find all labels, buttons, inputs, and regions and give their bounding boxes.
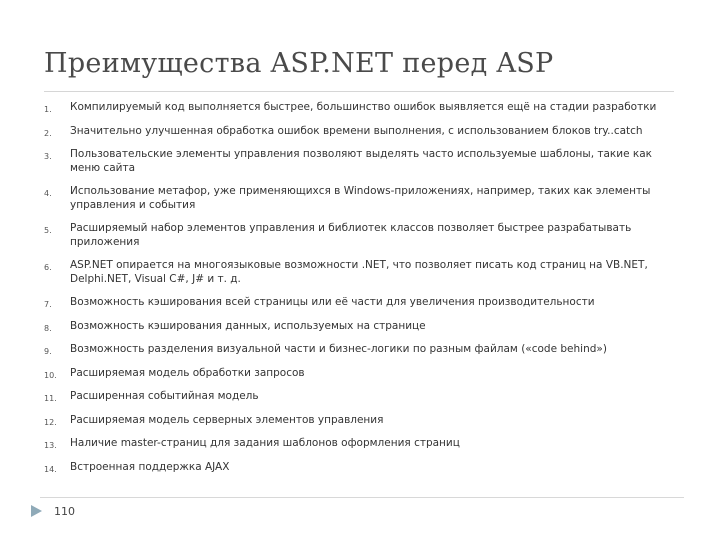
arrow-right-icon [31,505,42,517]
list-item [44,148,674,175]
list-item [44,320,674,336]
item-number: 11. [44,394,57,403]
slide-title: Преимущества ASP.NET перед ASP [44,48,554,79]
item-number: 5. [44,226,52,235]
list-item [44,343,674,359]
item-text: ASP.NET опирается на многоязыковые возможности .NET, что позволяет писать код страниц на VB.NET, Delphi.NET, Visual C#, J# и т. д. [70,259,648,285]
list-item [44,101,674,117]
item-text: Возможность кэширования данных, используемых на странице [70,319,426,332]
item-number: 3. [44,152,52,161]
list-item [44,461,674,477]
footer-divider [40,497,684,498]
item-text: Расширяемая модель обработки запросов [70,366,305,379]
list-item [44,367,674,383]
title-divider [44,91,674,92]
list-item [44,414,674,430]
list-item [44,222,674,249]
list-item [44,185,674,212]
item-number: 7. [44,300,52,309]
advantages-list [44,97,674,476]
item-number: 8. [44,323,52,333]
list-item [44,259,674,286]
item-number: 10. [44,370,57,380]
item-text: Встроенная поддержка AJAX [70,460,230,473]
item-number: 13. [44,441,57,450]
item-number: 12. [44,417,57,427]
list-item [44,296,674,312]
item-text: Компилируемый код выполняется быстрее, большинство ошибок выявляется ещё на стадии разработки [70,101,657,113]
item-number: 1. [44,105,52,114]
item-number: 4. [44,189,52,198]
item-text: Возможность кэширования всей страницы или её части для увеличения производительности [70,296,595,308]
page-number: 110 [54,505,75,518]
item-number: 9. [44,347,52,356]
item-number: 14. [44,464,57,474]
item-text: Пользовательские элементы управления позволяют выделять часто используемые шаблоны, такие как меню сайта [70,148,652,174]
item-text: Наличие master-страниц для задания шаблонов оформления страниц [70,437,460,449]
list-item [44,125,674,141]
item-text: Расширяемая модель серверных элементов управления [70,413,384,426]
list-item [44,390,674,406]
item-text: Значительно улучшенная обработка ошибок времени выполнения, с использованием блоков try..catch [70,124,643,137]
item-number: 2. [44,128,52,138]
item-text: Использование метафор, уже применяющихся в Windows-приложениях, например, таких как элементы управления и события [70,185,651,211]
item-number: 6. [44,263,52,272]
list-item [44,437,674,453]
item-text: Расширенная событийная модель [70,390,259,402]
item-text: Расширяемый набор элементов управления и библиотек классов позволяет быстрее разрабатывать приложения [70,222,632,248]
item-text: Возможность разделения визуальной части и бизнес-логики по разным файлам («code behind») [70,343,607,355]
